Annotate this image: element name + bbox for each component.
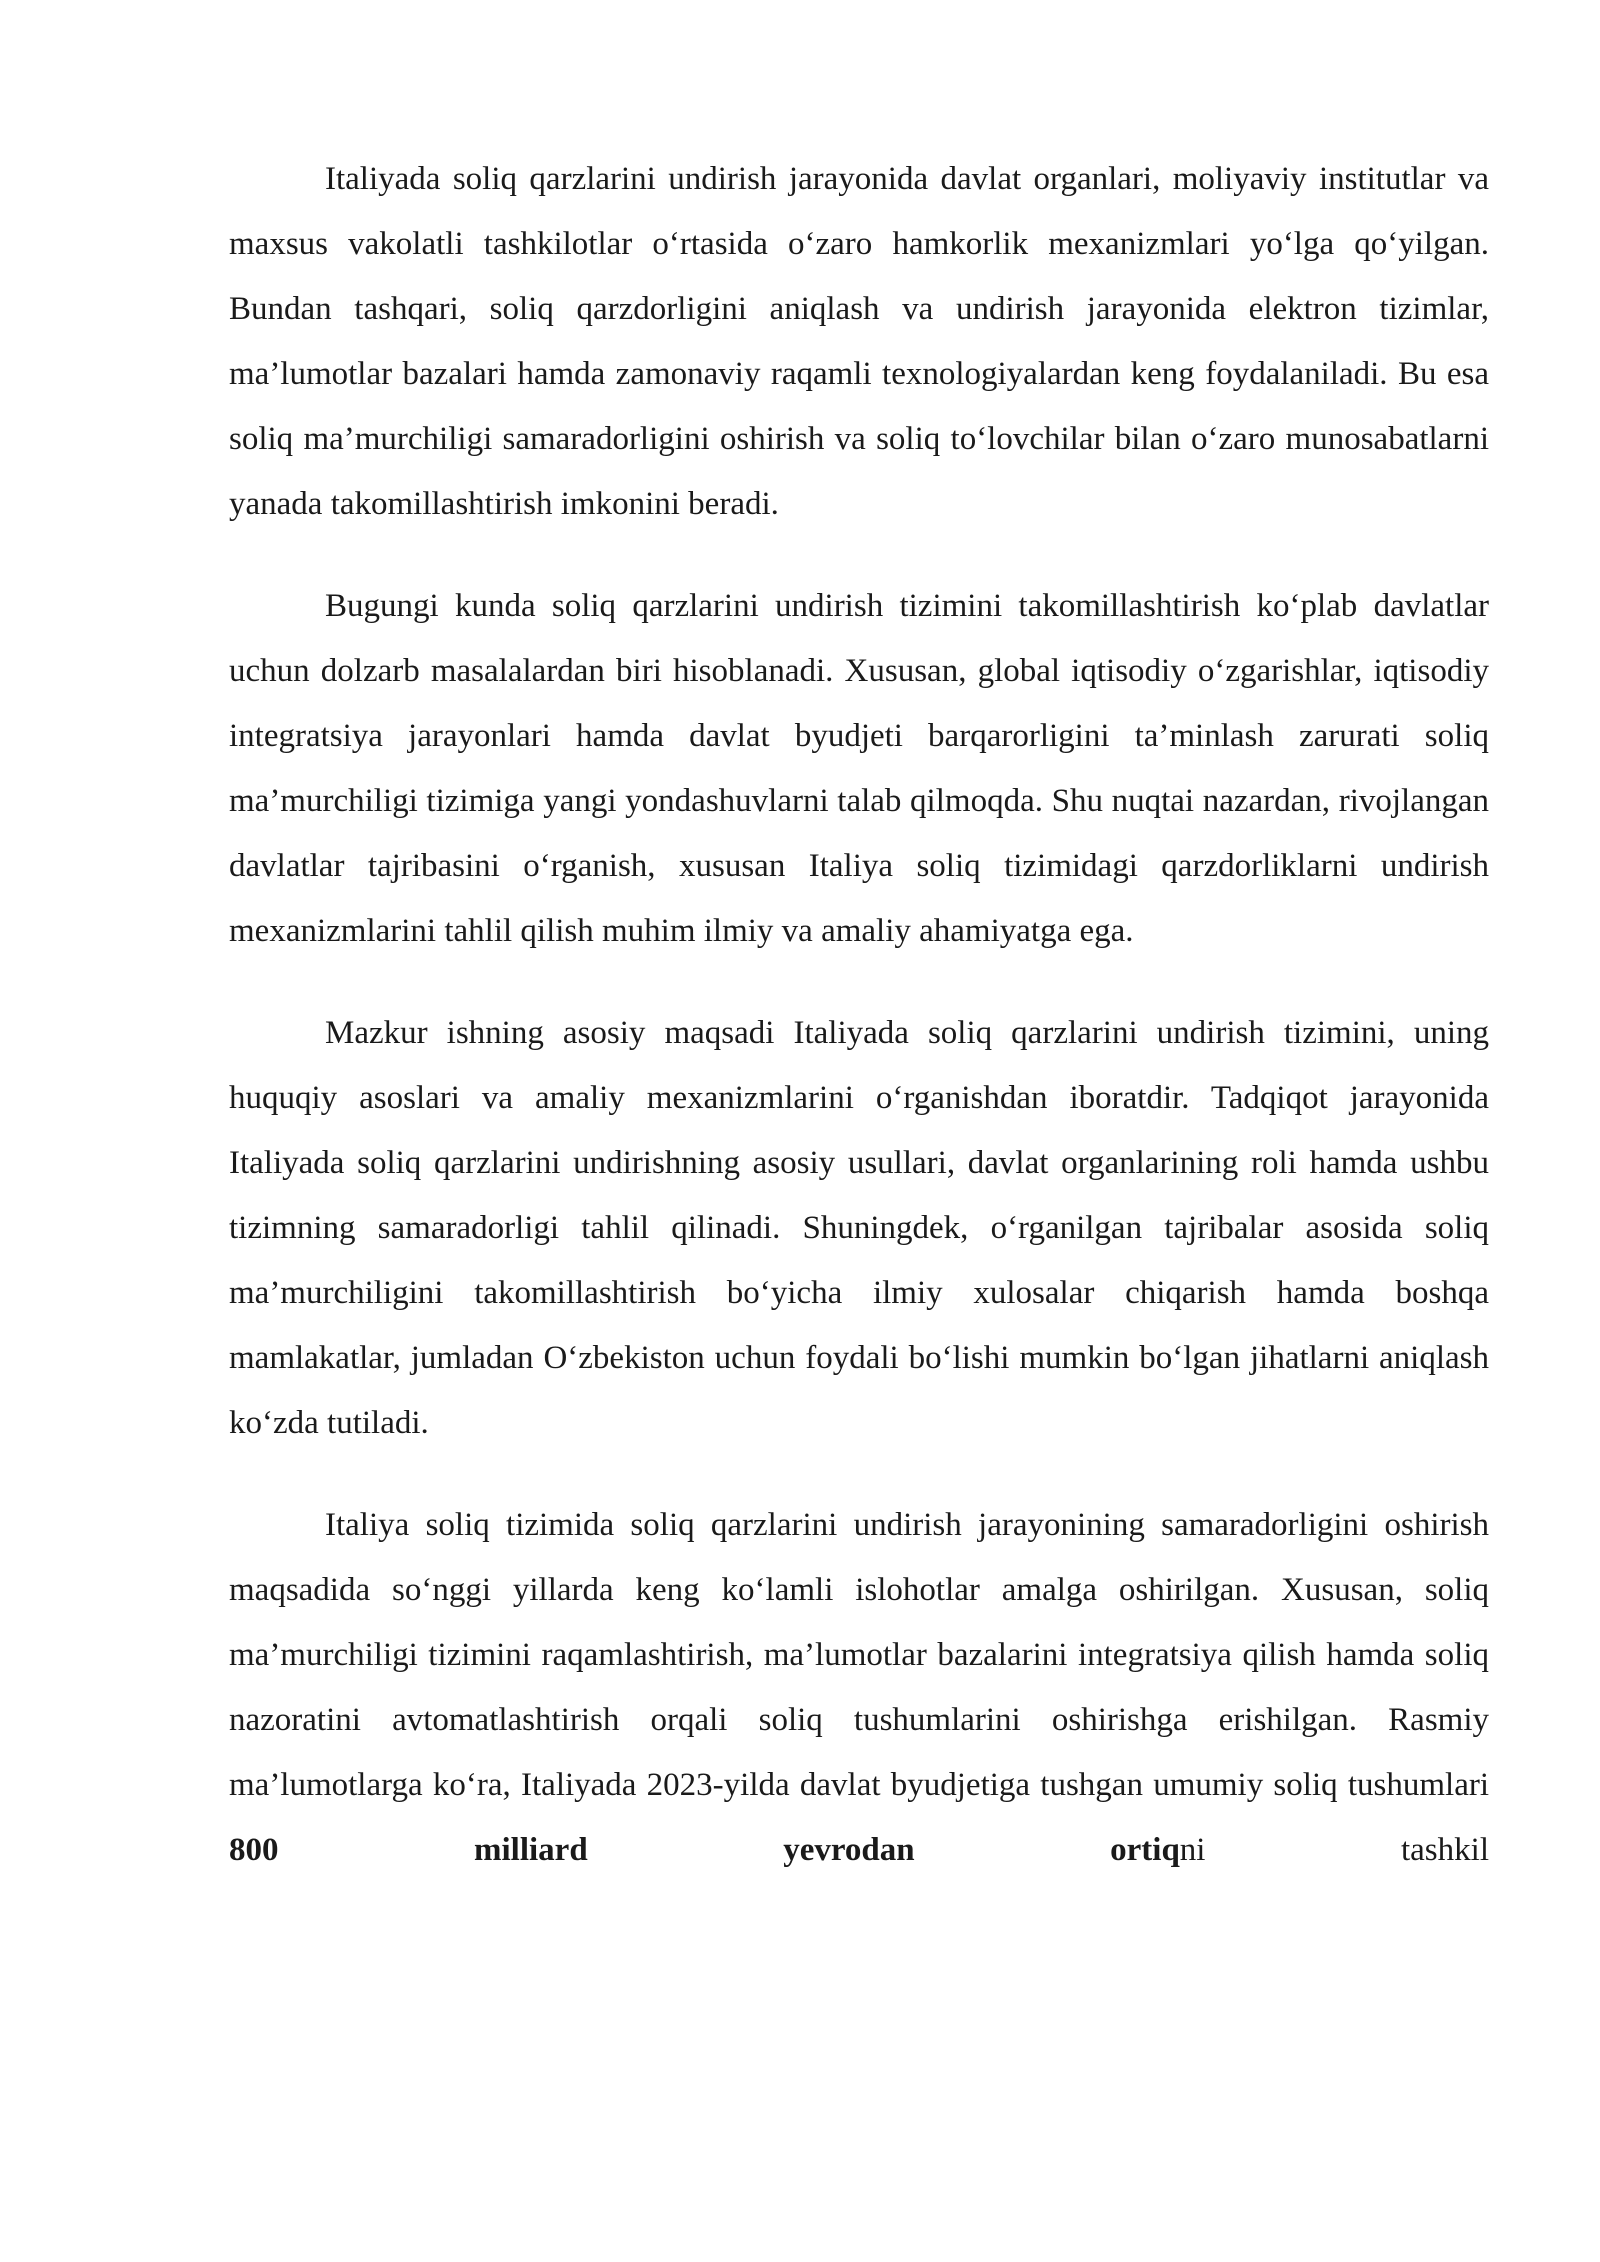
- paragraph-text: Italiya soliq tizimida soliq qarzlarini undirish jarayonining samaradorligini oshirish maqsadida so‘nggi yillarda keng ko‘lamli islohotlar amalga oshirilgan. Xususan, soliq ma’murchiligi tizimini raqamlashtirish, ma’lumotlar bazalarini integratsiya qilish hamda soliq nazoratini avtomatlashtirish orqali soliq tushumlarini oshirishga erishilgan. Rasmiy ma’lumotlarga ko‘ra, Italiyada 2023-yilda davlat byudjetiga tushgan umumiy soliq tushumlari: [229, 1507, 1489, 1803]
- bold-highlight: 800 milliard yevrodan ortiq: [229, 1832, 1180, 1868]
- paragraph: [229, 1493, 1489, 1883]
- document-body: [229, 147, 1489, 1883]
- paragraph: Bugungi kunda soliq qarzlarini undirish tizimini takomillashtirish ko‘plab davlatlar uchun dolzarb masalalardan biri hisoblanadi. Xususan, global iqtisodiy o‘zgarishlar, iqtisodiy integratsiya jarayonlari hamda davlat byudjeti barqarorligini ta’minlash zarurati soliq ma’murchiligi tizimiga yangi yondashuvlarni talab qilmoqda. Shu nuqtai nazardan, rivojlangan davlatlar tajribasini o‘rganish, xususan Italiya soliq tizimidagi qarzdorliklarni undirish mexanizmlarini tahlil qilish muhim ilmiy va amaliy ahamiyatga ega.: [229, 588, 1489, 949]
- paragraph-text: ni tashkil: [1179, 1832, 1489, 1868]
- paragraph: Mazkur ishning asosiy maqsadi Italiyada soliq qarzlarini undirish tizimini, uning huquqiy asoslari va amaliy mexanizmlarini o‘rganishdan iboratdir. Tadqiqot jarayonida Italiyada soliq qarzlarini undirishning asosiy usullari, davlat organlarining roli hamda ushbu tizimning samaradorligi tahlil qilinadi. Shuningdek, o‘rganilgan tajribalar asosida soliq ma’murchiligini takomillashtirish bo‘yicha ilmiy xulosalar chiqarish hamda boshqa mamlakatlar, jumladan O‘zbekiston uchun foydali bo‘lishi mumkin bo‘lgan jihatlarni aniqlash ko‘zda tutiladi.: [229, 1015, 1489, 1441]
- paragraph: Italiyada soliq qarzlarini undirish jarayonida davlat organlari, moliyaviy institutlar va maxsus vakolatli tashkilotlar o‘rtasida o‘zaro hamkorlik mexanizmlari yo‘lga qo‘yilgan. Bundan tashqari, soliq qarzdorligini aniqlash va undirish jarayonida elektron tizimlar, ma’lumotlar bazalari hamda zamonaviy raqamli texnologiyalardan keng foydalaniladi. Bu esa soliq ma’murchiligi samaradorligini oshirish va soliq to‘lovchilar bilan o‘zaro munosabatlarni yanada takomillashtirish imkonini beradi.: [229, 161, 1489, 522]
